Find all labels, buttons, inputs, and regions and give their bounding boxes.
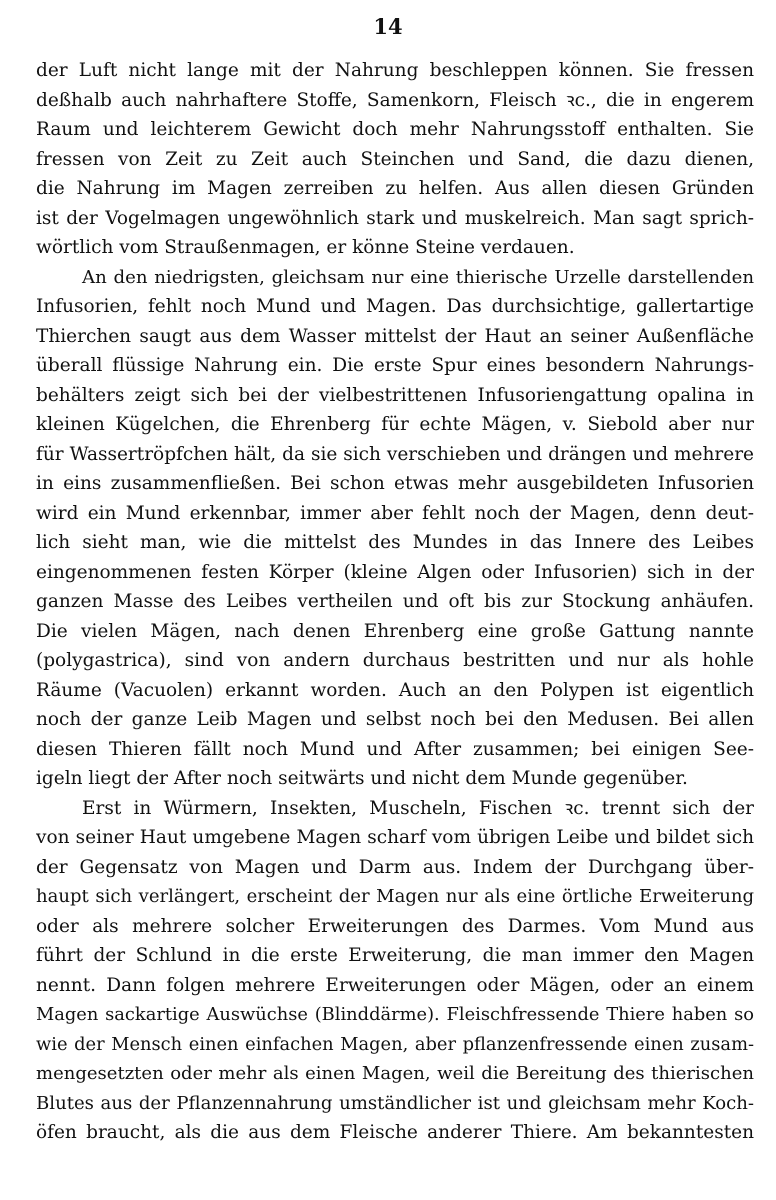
text-line: Magen sackartige Auswüchse (Blinddärme). Fleischfressende Thiere haben so <box>36 1004 754 1025</box>
text-line: wie der Mensch einen einfachen Magen, aber pflanzenfressende einen zusam- <box>36 1033 754 1055</box>
text-line: lich sieht man, wie die mittelst des Mundes in das Innere des Leibes <box>36 532 754 553</box>
text-line: öfen braucht, als die aus dem Fleische anderer Thiere. Am bekanntesten <box>36 1122 754 1143</box>
text-line: An den niedrigsten, gleichsam nur eine thierische Urzelle darstellenden <box>82 266 754 288</box>
text-line: igeln liegt der After noch seitwärts und nicht dem Munde gegenüber. <box>36 768 688 789</box>
text-line: oder als mehrere solcher Erweiterungen des Darmes. Vom Mund aus <box>36 915 754 937</box>
text-line: wird ein Mund erkennbar, immer aber fehlt noch der Magen, denn deut- <box>36 502 754 524</box>
text-line: der Gegensatz von Magen und Darm aus. Indem der Durchgang über- <box>36 856 754 878</box>
text-line: diesen Thieren fällt noch Mund und After zusammen; bei einigen See- <box>36 738 754 760</box>
text-line: Räume (Vacuolen) erkannt worden. Auch an den Polypen ist eigentlich <box>36 679 754 701</box>
text-line: Die vielen Mägen, nach denen Ehrenberg eine große Gattung nannte <box>36 620 754 642</box>
text-line: Blutes aus der Pflanzennahrung umständlicher ist und gleichsam mehr Koch- <box>36 1092 754 1114</box>
text-line: Raum und leichterem Gewicht doch mehr Nahrungsstoff enthalten. Sie <box>36 119 754 140</box>
text-line: behälters zeigt sich bei der vielbestrittenen Infusoriengattung opalina in <box>36 384 754 406</box>
paragraph <box>36 263 754 794</box>
text-line: nennt. Dann folgen mehrere Erweiterungen oder Mägen, oder an einem <box>36 974 754 996</box>
text-line: in eins zusammenfließen. Bei schon etwas mehr ausgebildeten Infusorien <box>36 473 754 494</box>
paragraph <box>36 56 754 263</box>
text-line: Thierchen saugt aus dem Wasser mittelst der Haut an seiner Außenfläche <box>36 325 754 347</box>
page-number: 14 <box>373 14 403 39</box>
text-line: fressen von Zeit zu Zeit auch Steinchen und Sand, die dazu dienen, <box>36 148 754 170</box>
text-line: (polygastrica), sind von andern durchaus bestritten und nur als hohle <box>36 650 754 671</box>
text-line: Infusorien, fehlt noch Mund und Magen. Das durchsichtige, gallertartige <box>36 296 754 317</box>
text-line: überall flüssige Nahrung ein. Die erste Spur eines besondern Nahrungs- <box>36 355 754 376</box>
text-line: für Wassertröpfchen hält, da sie sich verschieben und drängen und mehrere <box>36 443 754 465</box>
text-line: führt der Schlund in die erste Erweiterung, die man immer den Magen <box>36 945 754 966</box>
text-line: mengesetzten oder mehr als einen Magen, weil die Bereitung des thierischen <box>36 1063 754 1084</box>
text-line: kleinen Kügelchen, die Ehrenberg für echte Mägen, v. Siebold aber nur <box>36 414 754 435</box>
paragraph <box>36 794 754 1148</box>
text-line: noch der ganze Leib Magen und selbst noch bei den Medusen. Bei allen <box>36 709 754 730</box>
text-line: die Nahrung im Magen zerreiben zu helfen. Aus allen diesen Gründen <box>36 178 754 199</box>
text-line: eingenommenen festen Körper (kleine Algen oder Infusorien) sich in der <box>36 561 754 583</box>
text-line: von seiner Haut umgebene Magen scharf vom übrigen Leibe und bildet sich <box>36 827 754 848</box>
text-line: der Luft nicht lange mit der Nahrung beschleppen können. Sie fressen <box>36 60 754 81</box>
text-line: ist der Vogelmagen ungewöhnlich stark und muskelreich. Man sagt sprich- <box>36 207 754 229</box>
text-line: wörtlich vom Straußenmagen, er könne Steine verdauen. <box>36 237 575 258</box>
text-line: ganzen Masse des Leibes vertheilen und oft bis zur Stockung anhäufen. <box>36 591 754 612</box>
body-text <box>36 56 754 1148</box>
text-line: Erst in Würmern, Insekten, Muscheln, Fischen ꝛc. trennt sich der <box>82 797 754 819</box>
text-line: haupt sich verlängert, erscheint der Magen nur als eine örtliche Erweiterung <box>36 886 754 907</box>
text-line: deßhalb auch nahrhaftere Stoffe, Samenkorn, Fleisch ꝛc., die in engerem <box>36 89 754 111</box>
